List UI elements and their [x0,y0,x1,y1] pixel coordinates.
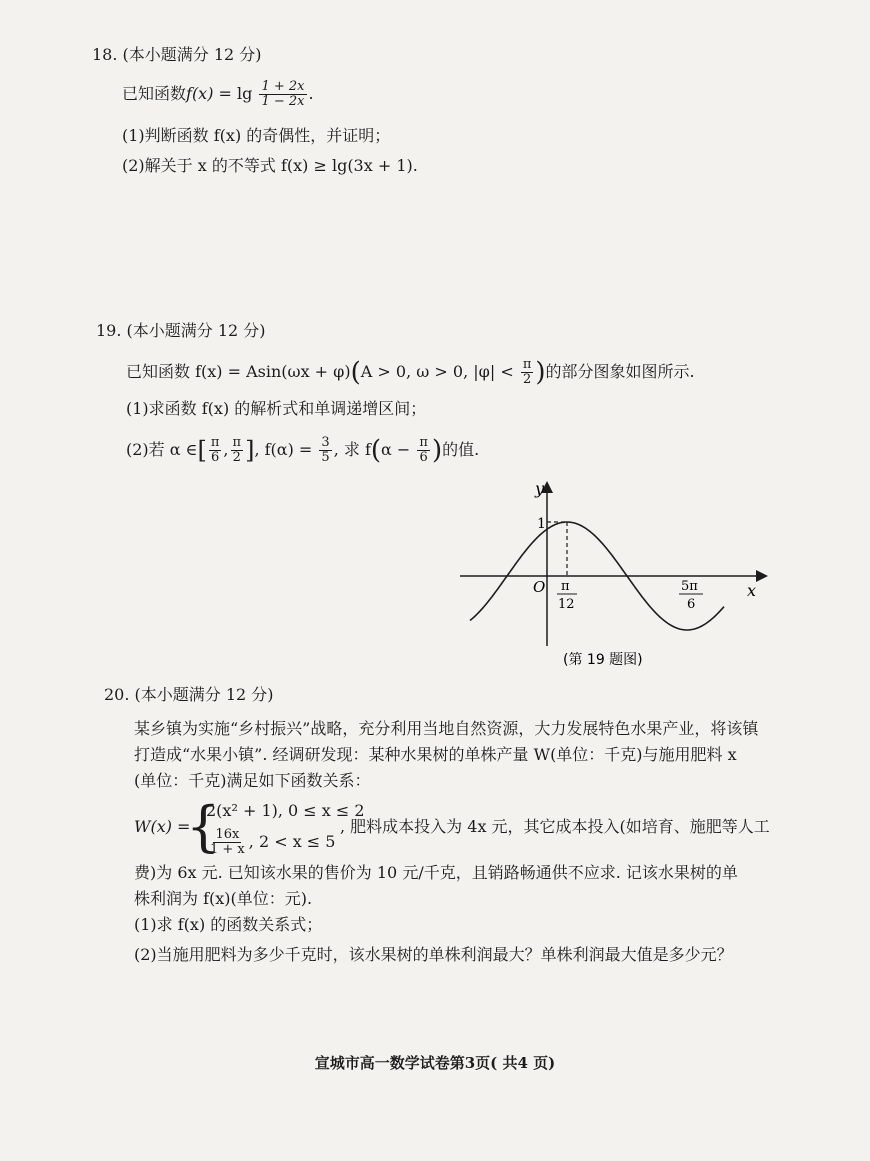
q19-figure [455,476,775,676]
y-axis-label: y [535,479,545,498]
q20-case1: 2(x² + 1), 0 ≤ x ≤ 2 [206,801,365,820]
q18-part1: (1)判断函数 f(x) 的奇偶性，并证明； [122,126,391,145]
zero-x-den: 6 [687,597,696,612]
origin-label: O [533,578,546,596]
q20-line4-tail: , 肥料成本投入为 4x 元，其它成本投入(如培育、施肥等人工 [340,817,770,836]
q20-line1: 某乡镇为实施“乡村振兴”战略，充分利用当地自然资源，大力发展特色水果产业，将该镇 [134,719,759,738]
zero-x-num: 5π [681,579,698,594]
peak-x-den: 12 [558,597,575,612]
q19-given: 已知函数 f(x) = Asin(ωx + φ)(A > 0, ω > 0, |φ| < $\frac{\pi}{2}$ )的部分图象如图所示. [126,357,695,388]
q19-header: 19. (本小题满分 12 分) [96,321,266,340]
piecewise-brace: { [186,795,221,858]
q20-wx: W(x) = [134,817,191,836]
q20-line2: 打造成“水果小镇”. 经调研发现：某种水果树的单株产量 W(单位：千克)与施用肥料 x [134,745,737,764]
q18-given: 已知函数f(x) = lg $\frac{1 + 2x}{1 - 2x}$ . [122,79,314,109]
sine-graph [455,476,775,676]
figure-caption: (第 19 题图) [563,652,643,668]
page-footer: 宣城市高一数学试卷第3页( 共4 页) [314,1054,556,1072]
q20-part1: (1)求 f(x) 的函数关系式； [134,915,323,934]
peak-x-num: π [561,579,570,594]
q20-header: 20. (本小题满分 12 分) [104,685,274,704]
q20-line5: 费)为 6x 元. 已知该水果的售价为 10 元/千克，且销路畅通供不应求. 记该水果树的单 [134,863,738,882]
max-value-label: 1 [537,516,546,532]
q20-line6: 株利润为 f(x)(单位：元). [134,889,313,908]
q19-part2: (2)若 α ∈[ $\frac{\pi}{6}$ , $\frac{\pi}{2}$ ], f(α) = $\frac{3}{5}$ , 求 f(α − $\frac{\pi}{6}$ )的值. [126,435,480,466]
q18-header: 18. (本小题满分 12 分) [92,45,262,64]
q20-part2: (2)当施用肥料为多少千克时，该水果树的单株利润最大？单株利润最大值是多少元？ [134,945,733,964]
q20-line3: (单位：千克)满足如下函数关系： [134,771,371,790]
q19-part1: (1)求函数 f(x) 的解析式和单调递增区间； [126,399,427,418]
x-axis-label: x [747,581,757,600]
q18-fraction: $\frac{1 + 2x}{1 - 2x}$ [261,79,305,109]
q20-case2: $\frac{16x}{1 + x}$ , 2 < x ≤ 5 [210,827,336,857]
q18-part2: (2)解关于 x 的不等式 f(x) ≥ lg(3x + 1). [122,156,418,175]
